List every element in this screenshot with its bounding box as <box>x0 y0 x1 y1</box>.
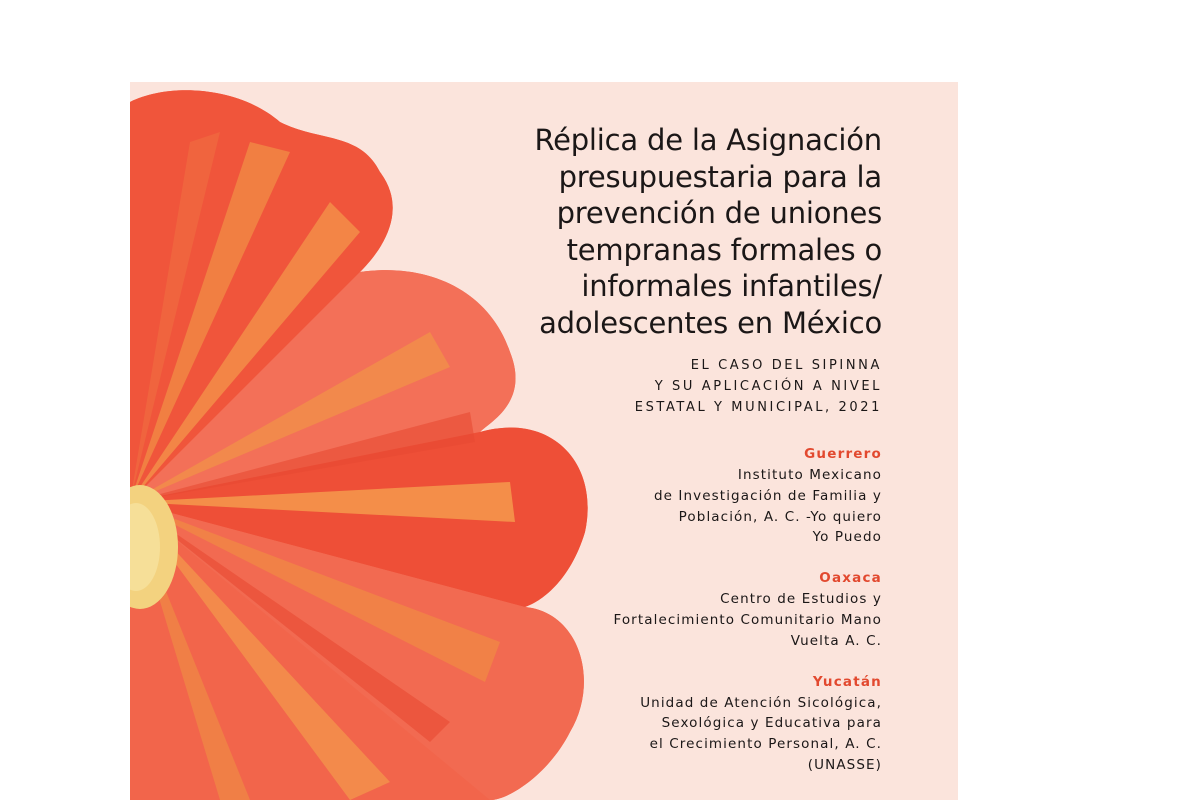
subtitle-line: ESTATAL Y MUNICIPAL, 2021 <box>634 400 882 415</box>
org-name-line: Sexológica y Educativa para <box>661 715 882 732</box>
org-name-line: Instituto Mexicano <box>737 467 882 483</box>
org-name-line: el Crecimiento Personal, A. C. <box>649 736 882 753</box>
org-name-line: (UNASSE) <box>807 756 882 773</box>
org-name-line: Población, A. C. -Yo quiero <box>678 508 882 525</box>
cover-text-column <box>462 122 882 776</box>
org-name <box>462 693 882 776</box>
organization-guerrero <box>462 444 882 548</box>
org-name-line: Yo Puedo <box>812 529 882 546</box>
org-name-line: Vuelta A. C. <box>790 632 882 649</box>
org-state: Guerrero <box>804 446 882 462</box>
org-name-line: Centro de Estudios y <box>720 591 882 608</box>
subtitle-line: EL CASO DEL SIPINNA <box>690 358 882 373</box>
org-state: Oaxaca <box>819 570 882 587</box>
title-line: adolescentes en México <box>539 305 882 340</box>
organization-oaxaca <box>462 568 882 651</box>
title-line: tempranas formales o <box>566 232 882 267</box>
report-cover <box>130 82 958 800</box>
title-line: presupuestaria para la <box>558 159 882 194</box>
title-line: informales infantiles/ <box>581 269 882 303</box>
title-line: Réplica de la Asignación <box>534 123 882 157</box>
subtitle-line: Y SU APLICACIÓN A NIVEL <box>654 379 882 394</box>
organization-yucatan <box>462 672 882 776</box>
org-name <box>462 589 882 651</box>
report-title <box>462 122 882 341</box>
org-state: Yucatán <box>812 673 882 690</box>
title-line: prevención de uniones <box>556 196 882 230</box>
org-name-line: Unidad de Atención Sicológica, <box>640 694 882 711</box>
org-name-line: de Investigación de Familia y <box>653 487 882 504</box>
org-name-line: Fortalecimiento Comunitario Mano <box>613 611 882 628</box>
report-subtitle <box>462 355 882 418</box>
org-name <box>462 465 882 548</box>
